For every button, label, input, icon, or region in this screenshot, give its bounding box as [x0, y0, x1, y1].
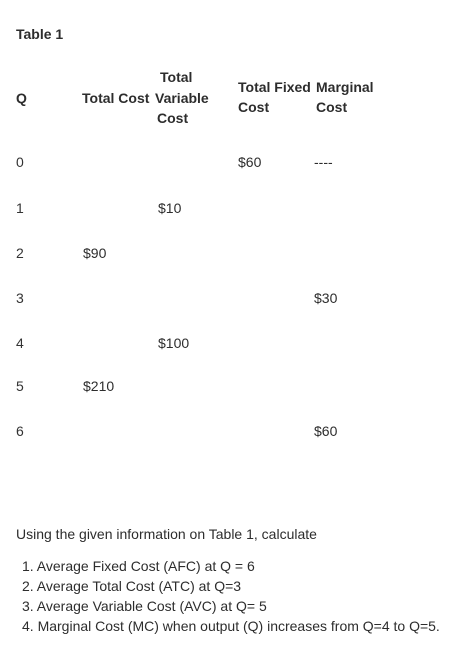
task-item: 3. Average Variable Cost (AVC) at Q= 5	[22, 598, 267, 614]
header-total-cost: Total Cost	[82, 90, 150, 106]
cell-total-variable-cost: $100	[158, 335, 190, 351]
header-tfc-line2: Cost	[238, 99, 270, 115]
cell-marginal-cost: $60	[314, 423, 338, 439]
cell-q: 4	[16, 335, 24, 351]
header-tvc-line2: Variable	[155, 90, 209, 106]
cell-marginal-cost: $30	[314, 290, 338, 306]
header-q: Q	[16, 90, 27, 106]
cell-q: 3	[16, 290, 24, 306]
cell-total-fixed-cost: $60	[238, 154, 262, 170]
cell-q: 2	[16, 245, 24, 261]
header-tvc-line3: Cost	[157, 110, 189, 126]
cell-marginal-cost: ----	[314, 154, 333, 170]
task-item: 4. Marginal Cost (MC) when output (Q) increases from Q=4 to Q=5.	[22, 618, 440, 634]
header-mc-line2: Cost	[316, 99, 348, 115]
cell-q: 1	[16, 200, 24, 216]
cell-total-cost: $90	[83, 245, 107, 261]
cell-q: 6	[16, 423, 24, 439]
task-item: 1. Average Fixed Cost (AFC) at Q = 6	[22, 558, 255, 574]
instructions-intro: Using the given information on Table 1, calculate	[16, 526, 317, 542]
header-tvc-line1: Total	[160, 69, 193, 85]
task-list	[22, 556, 462, 636]
task-item: 2. Average Total Cost (ATC) at Q=3	[22, 578, 242, 594]
cell-q: 5	[16, 378, 24, 394]
table-title: Table 1	[16, 26, 64, 42]
cell-total-variable-cost: $10	[158, 200, 182, 216]
header-tfc-line1: Total Fixed	[238, 79, 311, 95]
header-mc-line1: Marginal	[316, 79, 374, 95]
cell-q: 0	[16, 154, 24, 170]
cell-total-cost: $210	[83, 378, 115, 394]
